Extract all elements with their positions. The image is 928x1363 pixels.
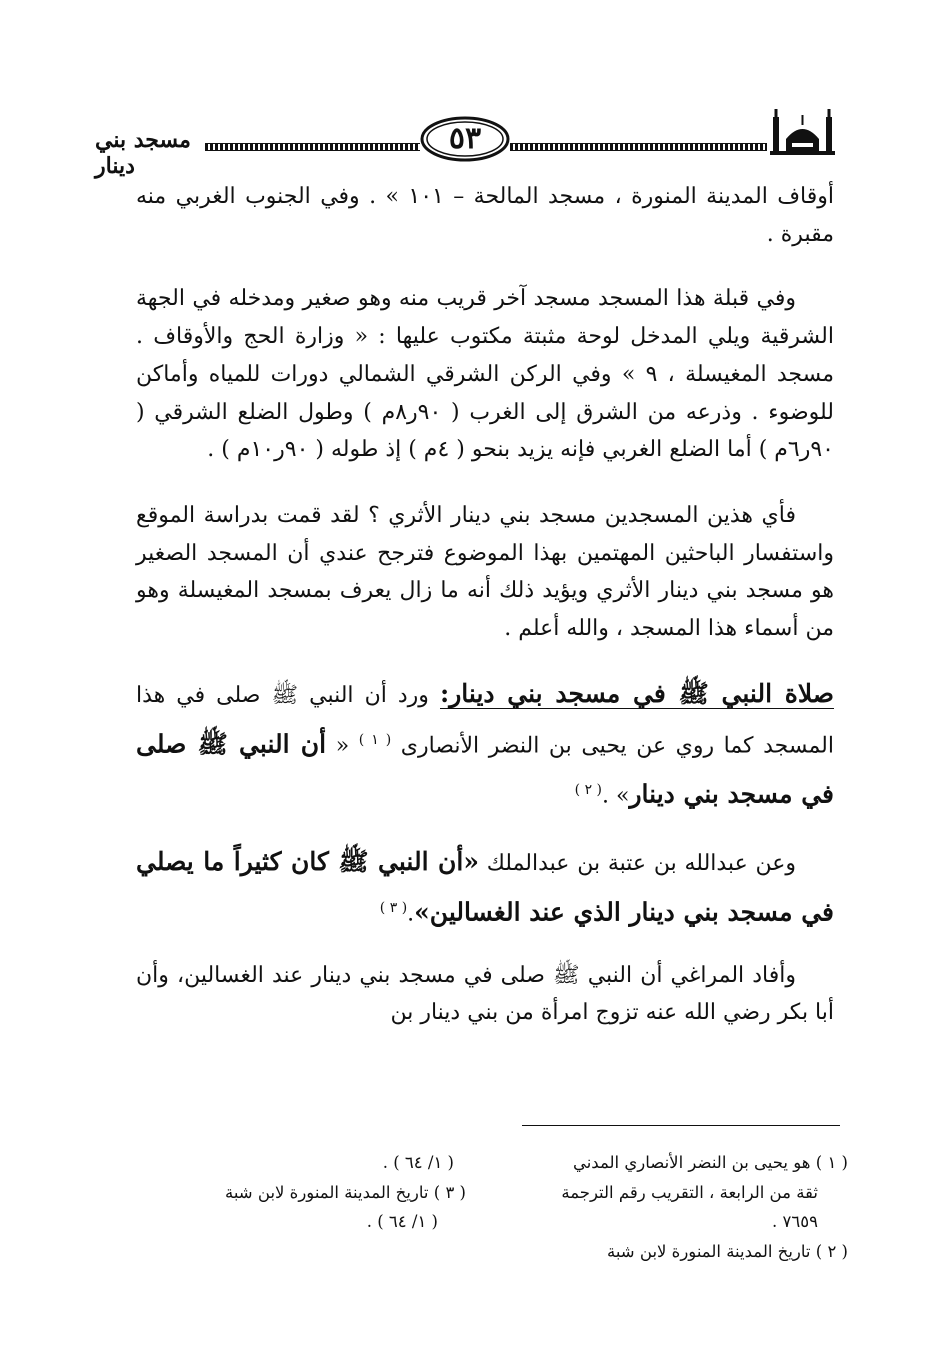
paragraph-text: وعن عبدالله بن عتبة بن عبدالملك [486,851,796,877]
paragraph-text: وفي قبلة هذا المسجد مسجد آخر قريب منه وهو صغير ومدخله في الجهة الشرقية ويلي المدخل لوحة مثبتة مكتوب عليها : « وزارة الحج والأوقاف . مسجد المغيسلة ، ٩ » وفي الركن الشرقي الشمالي دورات للمياه وأماكن للوضوء . وذرعه من الشرق إلى الغرب ( ٩٠ر٨م ) وطول الضلع الشرقي ( ٩٠ر٦م ) أما الضلع الغربي فإنه يزيد بنحو ( ٤م ) إذ طوله ( ٩٠ر١٠م ) . [136,286,835,463]
quote-mark: « [335,733,350,759]
mosque-dome-icon [770,105,835,157]
paragraph: أوقاف المدينة المنورة ، مسجد المالحة – ١٠١ » . وفي الجنوب الغربي منه مقبرة . [136,184,834,247]
footnotes-left-column [136,1148,466,1237]
section-heading: صلاة النبي ﷺ في مسجد بني دينار: [439,678,835,708]
paragraph [136,280,834,469]
page-number: ٥٣ [448,121,482,156]
footnote-ref: ( ٢ ) [574,782,603,799]
footnote-line: ( ١/ ٦٤ ) . [382,1153,454,1172]
paragraph-text: ورد أن النبي ﷺ صلى في هذا المسجد كما روي عن يحيى بن النضر الأنصارى [136,682,834,759]
footnote-ref: ( ٣ ) [379,900,408,917]
footnote-divider [522,1125,840,1126]
hadith-quote: «أن النبي ﷺ كان كثيراً ما يصلي في مسجد بني دينار الذي عند الغسالين» [136,847,834,927]
quote-mark: » . [602,783,630,809]
main-text [136,178,834,1032]
footnote-line: ( ١/ ٦٤ ) . [366,1212,438,1231]
paragraph [136,840,834,936]
footnote-ref: ( ١ ) [358,731,392,748]
footnote-line: ( ٢ ) تاريخ المدينة المنورة لابن شبة [606,1241,848,1261]
page-header [95,105,835,180]
period: . [407,901,415,927]
running-title: مسجد بني دينار [95,127,191,179]
paragraph [136,957,834,1032]
paragraph [136,672,834,819]
paragraph [136,497,834,648]
header-ornament-band [205,143,420,151]
paragraph-text: فأي هذين المسجدين مسجد بني دينار الأثري ؟ لقد قمت بدراسة الموقع واستفسار الباحثين المهتمين بهذا الموضوع فترجح عندي أن المسجد الصغير هو مسجد بني دينار الأثري ويؤيد ذلك أنه ما زال يعرف بمسجد المغيسلة وهو من أسماء هذا المسجد ، والله أعلم . [136,502,834,642]
header-ornament-band [510,143,767,151]
footnote-line: ( ٣ ) تاريخ المدينة المنورة لابن شبة [224,1182,466,1202]
footnote-line: ٧٦٥٩ . [772,1212,818,1231]
footnote-line: ثقة من الرابعة ، التقريب رقم الترجمة [561,1182,818,1202]
footnotes-right-column [505,1148,848,1266]
footnote-line: ( ١ ) هو يحيى بن النضر الأنصاري المدني [572,1153,848,1172]
hadith-quote: أن النبي ﷺ صلى في مسجد بني دينار [136,729,834,809]
paragraph-text: وأفاد المراغي أن النبي ﷺ صلى في مسجد بني دينار عند الغسالين، وأن أبا بكر رضي الله عنه تزوج امرأة من بني دينار بن [136,962,834,1026]
